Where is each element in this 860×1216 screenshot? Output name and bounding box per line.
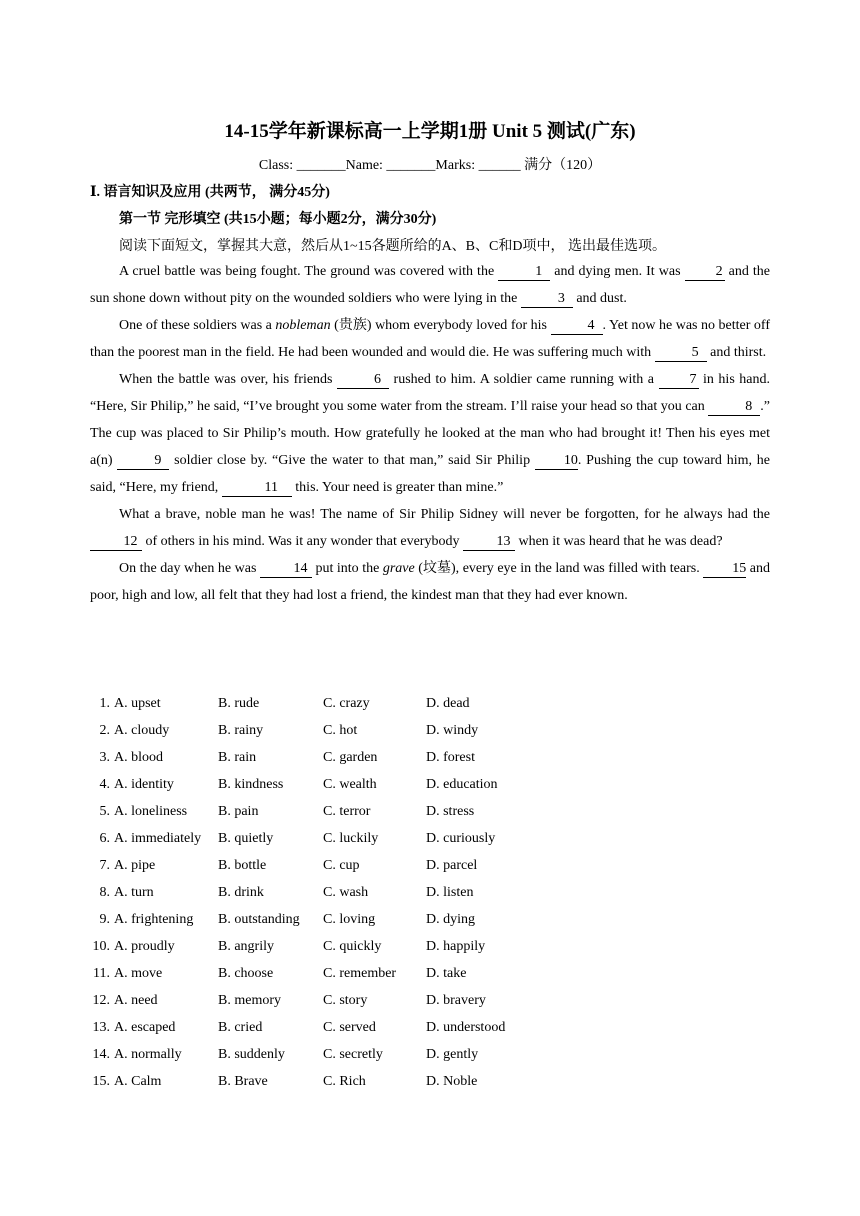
- option-a: A. identity: [114, 777, 174, 792]
- option-d: D. take: [426, 966, 467, 981]
- option-b: B. angrily: [218, 939, 274, 954]
- option-d: D. bravery: [426, 993, 486, 1008]
- blank-10: 10: [535, 452, 578, 470]
- question-number: 12.: [92, 993, 110, 1008]
- blank-5: 5: [655, 344, 707, 362]
- option-c: C. served: [323, 1020, 376, 1035]
- option-b: B. bottle: [218, 858, 267, 873]
- passage-text: in his hand. “Here, Sir Philip,” he said, “I’ve brought you some water from the stream. I’ll raise your head so that you can: [90, 372, 770, 414]
- paragraph-1: [90, 258, 770, 312]
- passage-text: (贵族) whom everybody loved for his: [330, 318, 551, 333]
- passage-text: rushed to him. A soldier came running with a: [389, 372, 659, 387]
- blank-11: 11: [222, 479, 292, 497]
- option-b: B. rude: [218, 696, 260, 711]
- subsection-heading: 第一节 完形填空 (共15小题；每小题2分，满分30分): [119, 212, 437, 227]
- option-d: D. parcel: [426, 858, 478, 873]
- option-c: C. story: [323, 993, 368, 1008]
- answer-options-list: [90, 690, 610, 1095]
- question-number: 9.: [99, 912, 110, 927]
- question-options-row: [90, 798, 610, 825]
- passage-text: this. Your need is greater than mine.”: [291, 480, 504, 495]
- option-d: D. stress: [426, 804, 475, 819]
- option-c: C. quickly: [323, 939, 382, 954]
- page-title: 14-15学年新课标高一上学期1册 Unit 5 测试(广东): [224, 121, 636, 142]
- passage-text: and dust.: [572, 291, 627, 306]
- question-number: 6.: [99, 831, 110, 846]
- blank-13: 13: [463, 533, 515, 551]
- blank-12: 12: [90, 533, 142, 551]
- question-options-row: [90, 852, 610, 879]
- option-b: B. outstanding: [218, 912, 300, 927]
- question-options-row: [90, 933, 610, 960]
- blank-1: 1: [498, 263, 550, 281]
- paragraph-5: [90, 555, 770, 609]
- question-options-row: [90, 906, 610, 933]
- passage-text: (坟墓), every eye in the land was filled with tears.: [414, 561, 704, 576]
- instructions: 阅读下面短文，掌握其大意，然后从1~15各题所给的A、B、C和D项中， 选出最佳选项。: [119, 239, 666, 254]
- option-c: C. luckily: [323, 831, 379, 846]
- question-options-row: [90, 825, 610, 852]
- option-d: D. dying: [426, 912, 475, 927]
- passage-text: .” The cup was placed to Sir Philip’s mouth. How gratefully he looked at the man who had brought it! Then his eyes met a(n): [90, 399, 770, 468]
- question-options-row: [90, 744, 610, 771]
- option-d: D. understood: [426, 1020, 506, 1035]
- option-d: D. windy: [426, 723, 479, 738]
- option-c: C. hot: [323, 723, 358, 738]
- passage-text: and the sun shone down without pity on the wounded soldiers who were lying in the: [90, 264, 771, 306]
- blank-3: 3: [521, 290, 573, 308]
- option-a: A. normally: [114, 1047, 182, 1062]
- option-a: A. pipe: [114, 858, 156, 873]
- question-options-row: [90, 690, 610, 717]
- passage-text: and poor, high and low, all felt that they had lost a friend, the kindest man that they had ever known.: [90, 561, 770, 603]
- paragraph-3: [90, 366, 770, 501]
- option-d: D. happily: [426, 939, 486, 954]
- option-c: C. Rich: [323, 1074, 366, 1089]
- passage-text: A cruel battle was being fought. The ground was covered with the: [119, 264, 499, 279]
- question-options-row: [90, 1068, 610, 1095]
- option-c: C. secretly: [323, 1047, 383, 1062]
- blank-7: 7: [659, 371, 699, 389]
- option-a: A. frightening: [114, 912, 194, 927]
- italic-word: grave: [382, 561, 415, 576]
- blank-9: 9: [117, 452, 169, 470]
- class-name-marks-line: Class: _______Name: _______Marks: ______ 满分（120）: [258, 158, 602, 173]
- option-b: B. memory: [218, 993, 281, 1008]
- question-number: 7.: [99, 858, 110, 873]
- question-number: 2.: [99, 723, 110, 738]
- option-a: A. cloudy: [114, 723, 170, 738]
- option-b: B. quietly: [218, 831, 274, 846]
- passage-text: When the battle was over, his friends: [119, 372, 338, 387]
- option-c: C. terror: [323, 804, 371, 819]
- passage-text: soldier close by. “Give the water to that man,” said Sir Philip: [169, 453, 535, 468]
- question-number: 14.: [92, 1047, 110, 1062]
- question-number: 4.: [99, 777, 110, 792]
- question-options-row: [90, 1014, 610, 1041]
- option-b: B. cried: [218, 1020, 263, 1035]
- question-number: 8.: [99, 885, 110, 900]
- question-options-row: [90, 960, 610, 987]
- option-a: A. need: [114, 993, 158, 1008]
- cloze-passage: [90, 258, 770, 609]
- option-c: C. wash: [323, 885, 369, 900]
- paragraph-4: [90, 501, 770, 555]
- option-c: C. remember: [323, 966, 397, 981]
- passage-text: What a brave, noble man he was! The name of Sir Philip Sidney will never be forgotten, for he always had the: [119, 507, 770, 522]
- blank-6: 6: [337, 371, 389, 389]
- passage-text: On the day when he was: [119, 561, 260, 576]
- option-d: D. curiously: [426, 831, 496, 846]
- option-a: A. move: [114, 966, 163, 981]
- option-b: B. suddenly: [218, 1047, 285, 1062]
- option-d: D. listen: [426, 885, 474, 900]
- option-d: D. gently: [426, 1047, 479, 1062]
- question-options-row: [90, 1041, 610, 1068]
- question-options-row: [90, 771, 610, 798]
- question-options-row: [90, 717, 610, 744]
- option-a: A. loneliness: [114, 804, 188, 819]
- italic-word: nobleman: [275, 318, 331, 333]
- option-a: A. blood: [114, 750, 163, 765]
- option-b: B. Brave: [218, 1074, 268, 1089]
- option-b: B. drink: [218, 885, 264, 900]
- question-number: 3.: [99, 750, 110, 765]
- option-c: C. loving: [323, 912, 376, 927]
- option-d: D. education: [426, 777, 498, 792]
- blank-8: 8: [708, 398, 760, 416]
- option-b: B. rain: [218, 750, 257, 765]
- question-number: 13.: [92, 1020, 110, 1035]
- passage-text: put into the: [311, 561, 383, 576]
- option-a: A. Calm: [114, 1074, 162, 1089]
- option-d: D. dead: [426, 696, 470, 711]
- passage-text: and thirst.: [706, 345, 767, 360]
- blank-4: 4: [551, 317, 603, 335]
- passage-text: of others in his mind. Was it any wonder that everybody: [142, 534, 463, 549]
- option-a: A. upset: [114, 696, 161, 711]
- option-d: D. Noble: [426, 1074, 478, 1089]
- blank-14: 14: [260, 560, 312, 578]
- option-c: C. crazy: [323, 696, 370, 711]
- option-b: B. kindness: [218, 777, 284, 792]
- question-number: 5.: [99, 804, 110, 819]
- option-b: B. choose: [218, 966, 274, 981]
- option-c: C. garden: [323, 750, 378, 765]
- blank-2: 2: [685, 263, 725, 281]
- section-heading: Ⅰ. 语言知识及应用 (共两节， 满分45分): [90, 185, 330, 200]
- passage-text: when it was heard that he was dead?: [514, 534, 723, 549]
- question-options-row: [90, 879, 610, 906]
- option-b: B. rainy: [218, 723, 264, 738]
- passage-text: and dying men. It was: [550, 264, 685, 279]
- passage-text: One of these soldiers was a: [119, 318, 276, 333]
- option-c: C. wealth: [323, 777, 377, 792]
- option-d: D. forest: [426, 750, 475, 765]
- option-c: C. cup: [323, 858, 360, 873]
- passage-text: . Pushing the cup toward him, he said, “Here, my friend,: [90, 453, 770, 495]
- option-a: A. immediately: [114, 831, 202, 846]
- paragraph-2: [90, 312, 770, 366]
- option-b: B. pain: [218, 804, 259, 819]
- question-number: 15.: [92, 1074, 110, 1089]
- question-options-row: [90, 987, 610, 1014]
- option-a: A. turn: [114, 885, 154, 900]
- question-number: 1.: [99, 696, 110, 711]
- question-number: 10.: [92, 939, 110, 954]
- question-number: 11.: [93, 966, 110, 981]
- blank-15: 15: [703, 560, 746, 578]
- passage-text: . Yet now he was no better off than the poorest man in the field. He had been wounded and would die. He was suffering much with: [90, 318, 770, 360]
- option-a: A. escaped: [114, 1020, 176, 1035]
- option-a: A. proudly: [114, 939, 175, 954]
